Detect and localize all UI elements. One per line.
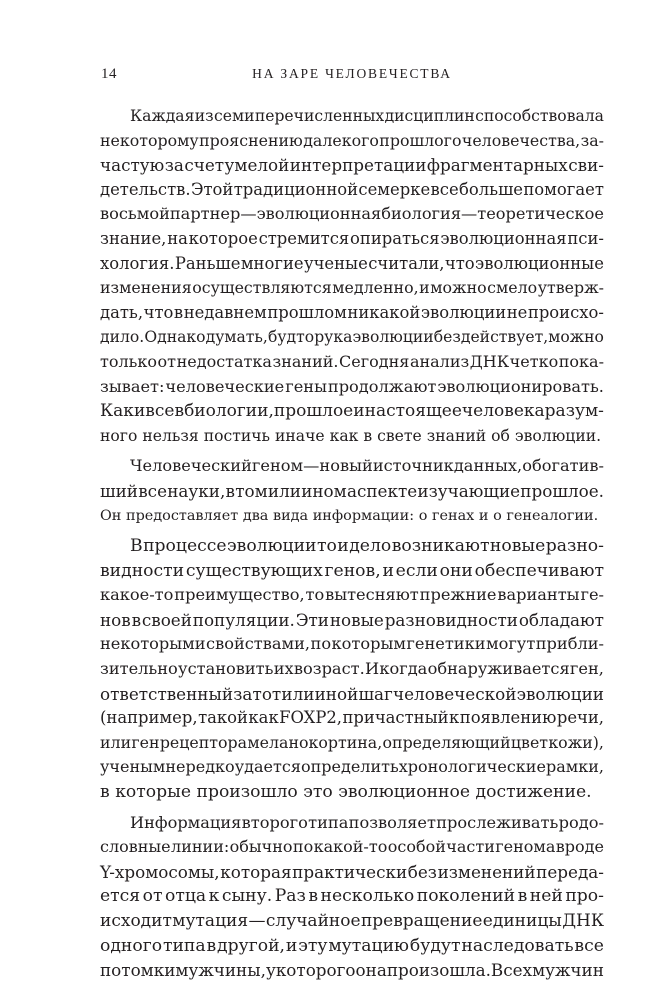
text-line: нов в своей популяции. Эти новые разновидности обладают [100, 609, 604, 630]
text-line: хология. Раньше многие ученые считали, что эволюционные [100, 253, 604, 273]
text-line: В процессе эволюции то и дело возникают новые разно- [130, 536, 604, 557]
text-line: восьмой партнер — эволюционная биология — теоретическое [100, 204, 604, 224]
text-line: детельств. Этой традиционной семерке все больше помогает [100, 179, 604, 199]
text-line: ший все науки, в том или ином аспекте изучающие прошлое. [100, 480, 604, 501]
text-line: потомки мужчины, у которого она произошла. Всех мужчин [100, 960, 604, 981]
paragraph [100, 104, 604, 448]
page-number: 14 [101, 66, 117, 82]
paragraph [100, 534, 604, 805]
running-header [100, 66, 604, 88]
text-line: или ген рецептора меланокортина, определяющий цвет кожи), [100, 732, 604, 752]
paragraph [100, 811, 604, 983]
text-line: ученым нередко удается определить хронологические рамки, [100, 757, 604, 777]
text-line: Как и все в биологии, прошлое и настоящее человека разум- [100, 401, 604, 422]
text-line: Информация второго типа позволяет прослеживать родо- [130, 812, 604, 832]
text-line: дать, что в недавнем прошлом никакой эволюции не происхо- [100, 302, 604, 322]
text-line: Y-хромосомы, которая практически без изменений переда- [100, 861, 604, 882]
text-line: какое-то преимущество, то вытесняют прежние варианты ге- [100, 585, 604, 605]
body-text [100, 104, 604, 983]
text-line: зительно установить их возраст. И когда обнаруживается ген, [100, 659, 604, 679]
text-line: видности существующих генов, и если они обеспечивают [100, 560, 604, 581]
text-line: одного типа в другой, и эту мутацию будут наследовать все [100, 935, 604, 956]
text-line: зывает: человеческие гены продолжают эволюционировать. [100, 376, 604, 396]
text-line: Каждая из семи перечисленных дисциплин способствовала [130, 107, 604, 125]
paragraph [100, 454, 604, 528]
text-line: некоторыми свойствами, по которым генетики могут прибли- [100, 634, 604, 654]
text-line: исходит мутация — случайное превращение единицы ДНК [100, 911, 604, 931]
running-title: НА ЗАРЕ ЧЕЛОВЕЧЕСТВА [252, 66, 452, 81]
text-line: знание, на которое стремится опираться эволюционная пси- [100, 228, 604, 248]
text-line: частую за счет умелой интерпретации фрагментарных сви- [100, 155, 604, 176]
text-line: (например, такой как FOXP2, причастный к появлению речи, [100, 708, 604, 728]
text-line: словные линии: обычно по какой-то особой части генома вроде [100, 837, 604, 857]
text-line: некоторому прояснению далекого прошлого человечества, за- [100, 130, 604, 150]
text-line: ется от отца к сыну. Раз в несколько поколений в ней про- [100, 886, 604, 907]
text-line: в которые произошло это эволюционное достижение. [100, 782, 592, 803]
text-line: ного нельзя постичь иначе как в свете знаний об эволюции. [100, 426, 602, 445]
text-line: Он предоставляет два вида информации: о генах и о генеалогии. [100, 507, 599, 524]
text-line: ответственный за тот или иной шаг человеческой эволюции [100, 683, 604, 704]
text-line: только от недостатка знаний. Сегодня анализ ДНК четко пока- [100, 351, 604, 371]
text-line: изменения осуществляются медленно, и можно смело утверж- [100, 278, 604, 298]
text-line: Человеческий геном — новый источник данных, обогатив- [130, 456, 604, 476]
text-line: дило. Однако думать, будто рука эволюции бездействует, можно [100, 328, 604, 347]
